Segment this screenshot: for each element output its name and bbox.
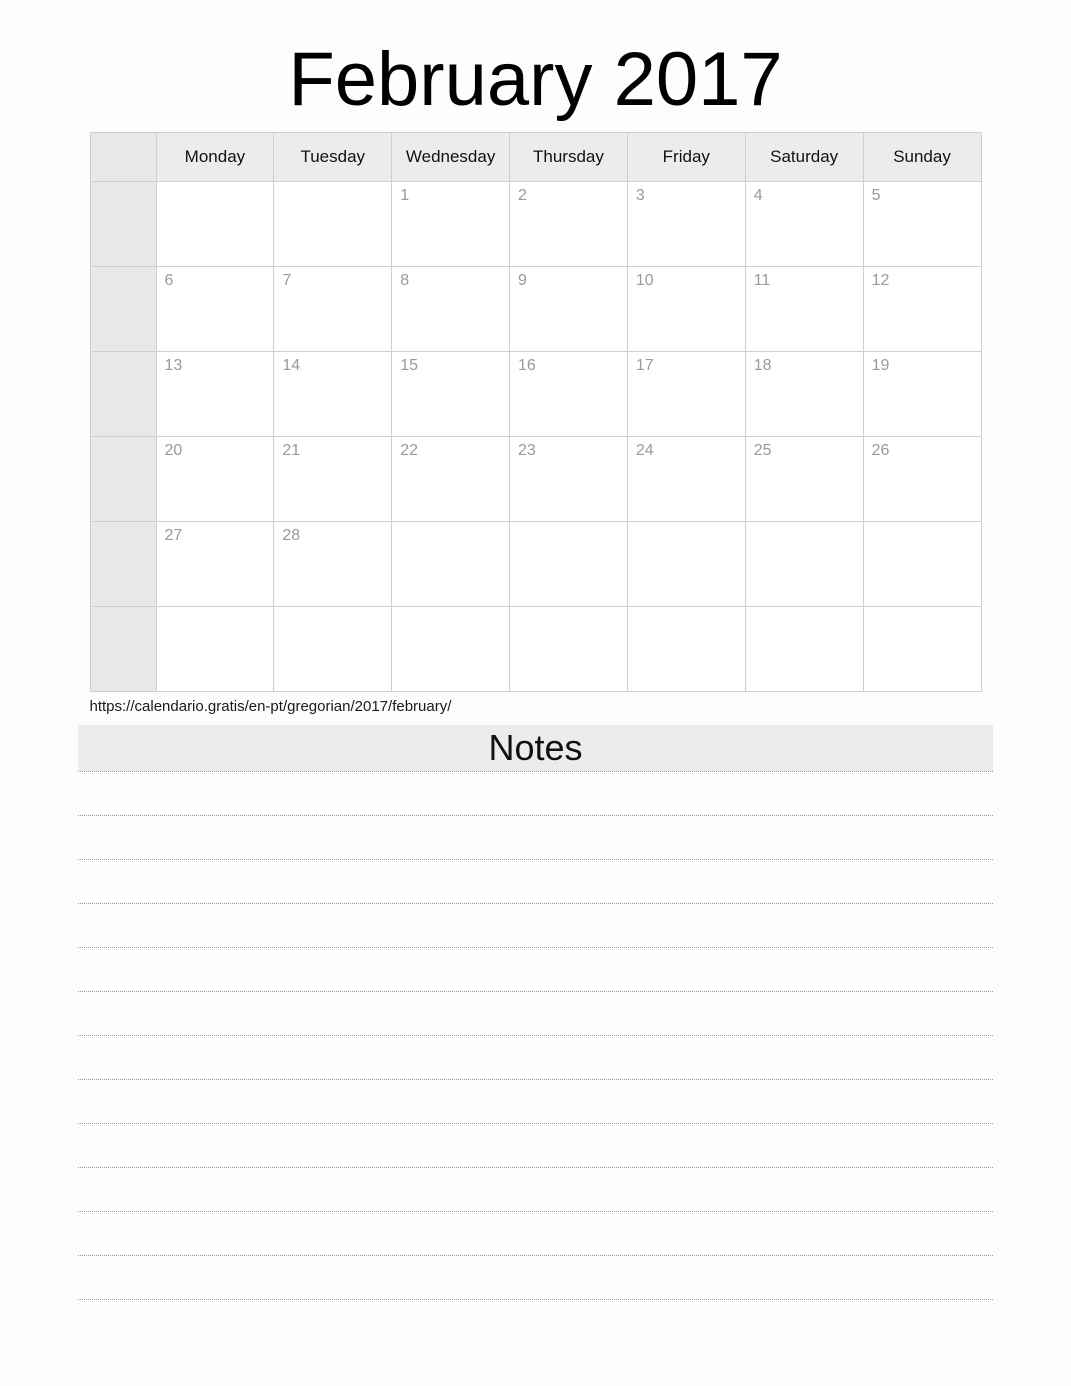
day-number: 3 — [635, 187, 645, 204]
day-cell[interactable] — [510, 522, 628, 607]
note-line[interactable] — [78, 816, 993, 860]
day-cell[interactable] — [627, 522, 745, 607]
day-cell[interactable] — [274, 182, 392, 267]
calendar-week-row — [90, 182, 981, 267]
note-line[interactable] — [78, 1212, 993, 1256]
note-line[interactable] — [78, 1080, 993, 1124]
notes-section — [78, 725, 993, 1300]
day-number: 10 — [635, 272, 654, 289]
weekday-header-saturday: Saturday — [745, 133, 863, 182]
day-cell[interactable] — [863, 522, 981, 607]
day-number: 4 — [753, 187, 763, 204]
day-number: 26 — [871, 442, 890, 459]
day-cell[interactable] — [863, 352, 981, 437]
day-number — [274, 607, 391, 613]
day-cell[interactable] — [745, 182, 863, 267]
day-number — [157, 182, 274, 188]
day-number: 17 — [635, 357, 654, 374]
day-number — [157, 607, 274, 613]
day-number: 20 — [164, 442, 183, 459]
weekday-header-sunday: Sunday — [863, 133, 981, 182]
day-number: 28 — [282, 527, 301, 544]
day-number — [864, 522, 981, 528]
day-cell[interactable] — [745, 352, 863, 437]
weekday-header-wednesday: Wednesday — [392, 133, 510, 182]
day-number: 18 — [753, 357, 772, 374]
day-cell[interactable] — [863, 437, 981, 522]
note-line[interactable] — [78, 1256, 993, 1300]
day-number: 5 — [871, 187, 881, 204]
day-cell[interactable] — [863, 182, 981, 267]
day-cell[interactable] — [627, 437, 745, 522]
weekday-header-monday: Monday — [156, 133, 274, 182]
day-number: 6 — [164, 272, 174, 289]
day-number — [746, 607, 863, 613]
day-cell[interactable] — [274, 267, 392, 352]
day-cell[interactable] — [156, 352, 274, 437]
day-cell[interactable] — [863, 607, 981, 692]
day-number: 24 — [635, 442, 654, 459]
week-number-cell — [90, 352, 156, 437]
day-cell[interactable] — [510, 607, 628, 692]
week-number-header — [90, 133, 156, 182]
day-cell[interactable] — [510, 182, 628, 267]
day-number: 14 — [282, 357, 301, 374]
week-number-cell — [90, 182, 156, 267]
day-cell[interactable] — [510, 352, 628, 437]
day-number: 8 — [400, 272, 410, 289]
day-cell[interactable] — [627, 182, 745, 267]
day-number: 11 — [753, 272, 771, 289]
day-cell[interactable] — [627, 267, 745, 352]
day-cell[interactable] — [627, 607, 745, 692]
day-number — [274, 182, 391, 188]
day-cell[interactable] — [156, 437, 274, 522]
calendar-header-row — [90, 133, 981, 182]
day-cell[interactable] — [745, 267, 863, 352]
note-line[interactable] — [78, 1124, 993, 1168]
day-number: 25 — [753, 442, 772, 459]
note-line[interactable] — [78, 1168, 993, 1212]
day-number: 22 — [400, 442, 418, 459]
day-number: 19 — [871, 357, 890, 374]
calendar-container — [90, 132, 982, 692]
calendar-week-row — [90, 607, 981, 692]
week-number-cell — [90, 607, 156, 692]
day-number: 15 — [400, 357, 418, 374]
day-number: 2 — [518, 187, 527, 204]
day-cell[interactable] — [392, 522, 510, 607]
calendar-week-row — [90, 522, 981, 607]
week-number-cell — [90, 267, 156, 352]
notes-title: Notes — [78, 725, 993, 771]
day-cell[interactable] — [156, 522, 274, 607]
day-cell[interactable] — [156, 182, 274, 267]
day-number: 13 — [164, 357, 183, 374]
day-cell[interactable] — [274, 607, 392, 692]
day-cell[interactable] — [392, 437, 510, 522]
weekday-header-thursday: Thursday — [510, 133, 628, 182]
day-cell[interactable] — [392, 352, 510, 437]
note-line[interactable] — [78, 904, 993, 948]
day-cell[interactable] — [745, 437, 863, 522]
day-cell[interactable] — [392, 182, 510, 267]
day-number: 27 — [164, 527, 183, 544]
day-cell[interactable] — [156, 267, 274, 352]
day-number — [628, 522, 745, 528]
calendar-week-row — [90, 352, 981, 437]
note-line[interactable] — [78, 771, 993, 816]
day-number: 7 — [282, 272, 292, 289]
weekday-header-tuesday: Tuesday — [274, 133, 392, 182]
day-cell[interactable] — [863, 267, 981, 352]
day-cell[interactable] — [510, 267, 628, 352]
day-cell[interactable] — [274, 352, 392, 437]
page-title: February 2017 — [288, 37, 783, 122]
day-number: 16 — [518, 357, 536, 374]
day-number: 12 — [871, 272, 890, 289]
note-line[interactable] — [78, 948, 993, 992]
note-line[interactable] — [78, 992, 993, 1036]
calendar-week-row — [90, 267, 981, 352]
day-number: 23 — [518, 442, 536, 459]
day-number — [510, 522, 627, 528]
weekday-header-friday: Friday — [627, 133, 745, 182]
source-url[interactable]: https://calendario.gratis/en-pt/gregorian/2017/february/ — [89, 698, 452, 715]
day-number — [746, 522, 863, 528]
day-cell[interactable] — [627, 352, 745, 437]
day-number: 21 — [282, 442, 301, 459]
day-cell[interactable] — [274, 437, 392, 522]
day-number — [864, 607, 981, 613]
day-number — [510, 607, 627, 613]
calendar-table — [90, 132, 982, 692]
day-cell[interactable] — [392, 267, 510, 352]
week-number-cell — [90, 437, 156, 522]
day-cell[interactable] — [745, 522, 863, 607]
notes-lines[interactable] — [78, 771, 993, 1300]
day-number: 9 — [518, 272, 527, 289]
day-cell[interactable] — [274, 522, 392, 607]
day-cell[interactable] — [392, 607, 510, 692]
week-number-cell — [90, 522, 156, 607]
note-line[interactable] — [78, 1036, 993, 1080]
day-number — [628, 607, 745, 613]
day-cell[interactable] — [745, 607, 863, 692]
day-number — [392, 607, 509, 613]
day-number — [392, 522, 509, 528]
calendar-week-row — [90, 437, 981, 522]
day-number: 1 — [400, 187, 410, 204]
note-line[interactable] — [78, 860, 993, 904]
day-cell[interactable] — [510, 437, 628, 522]
day-cell[interactable] — [156, 607, 274, 692]
